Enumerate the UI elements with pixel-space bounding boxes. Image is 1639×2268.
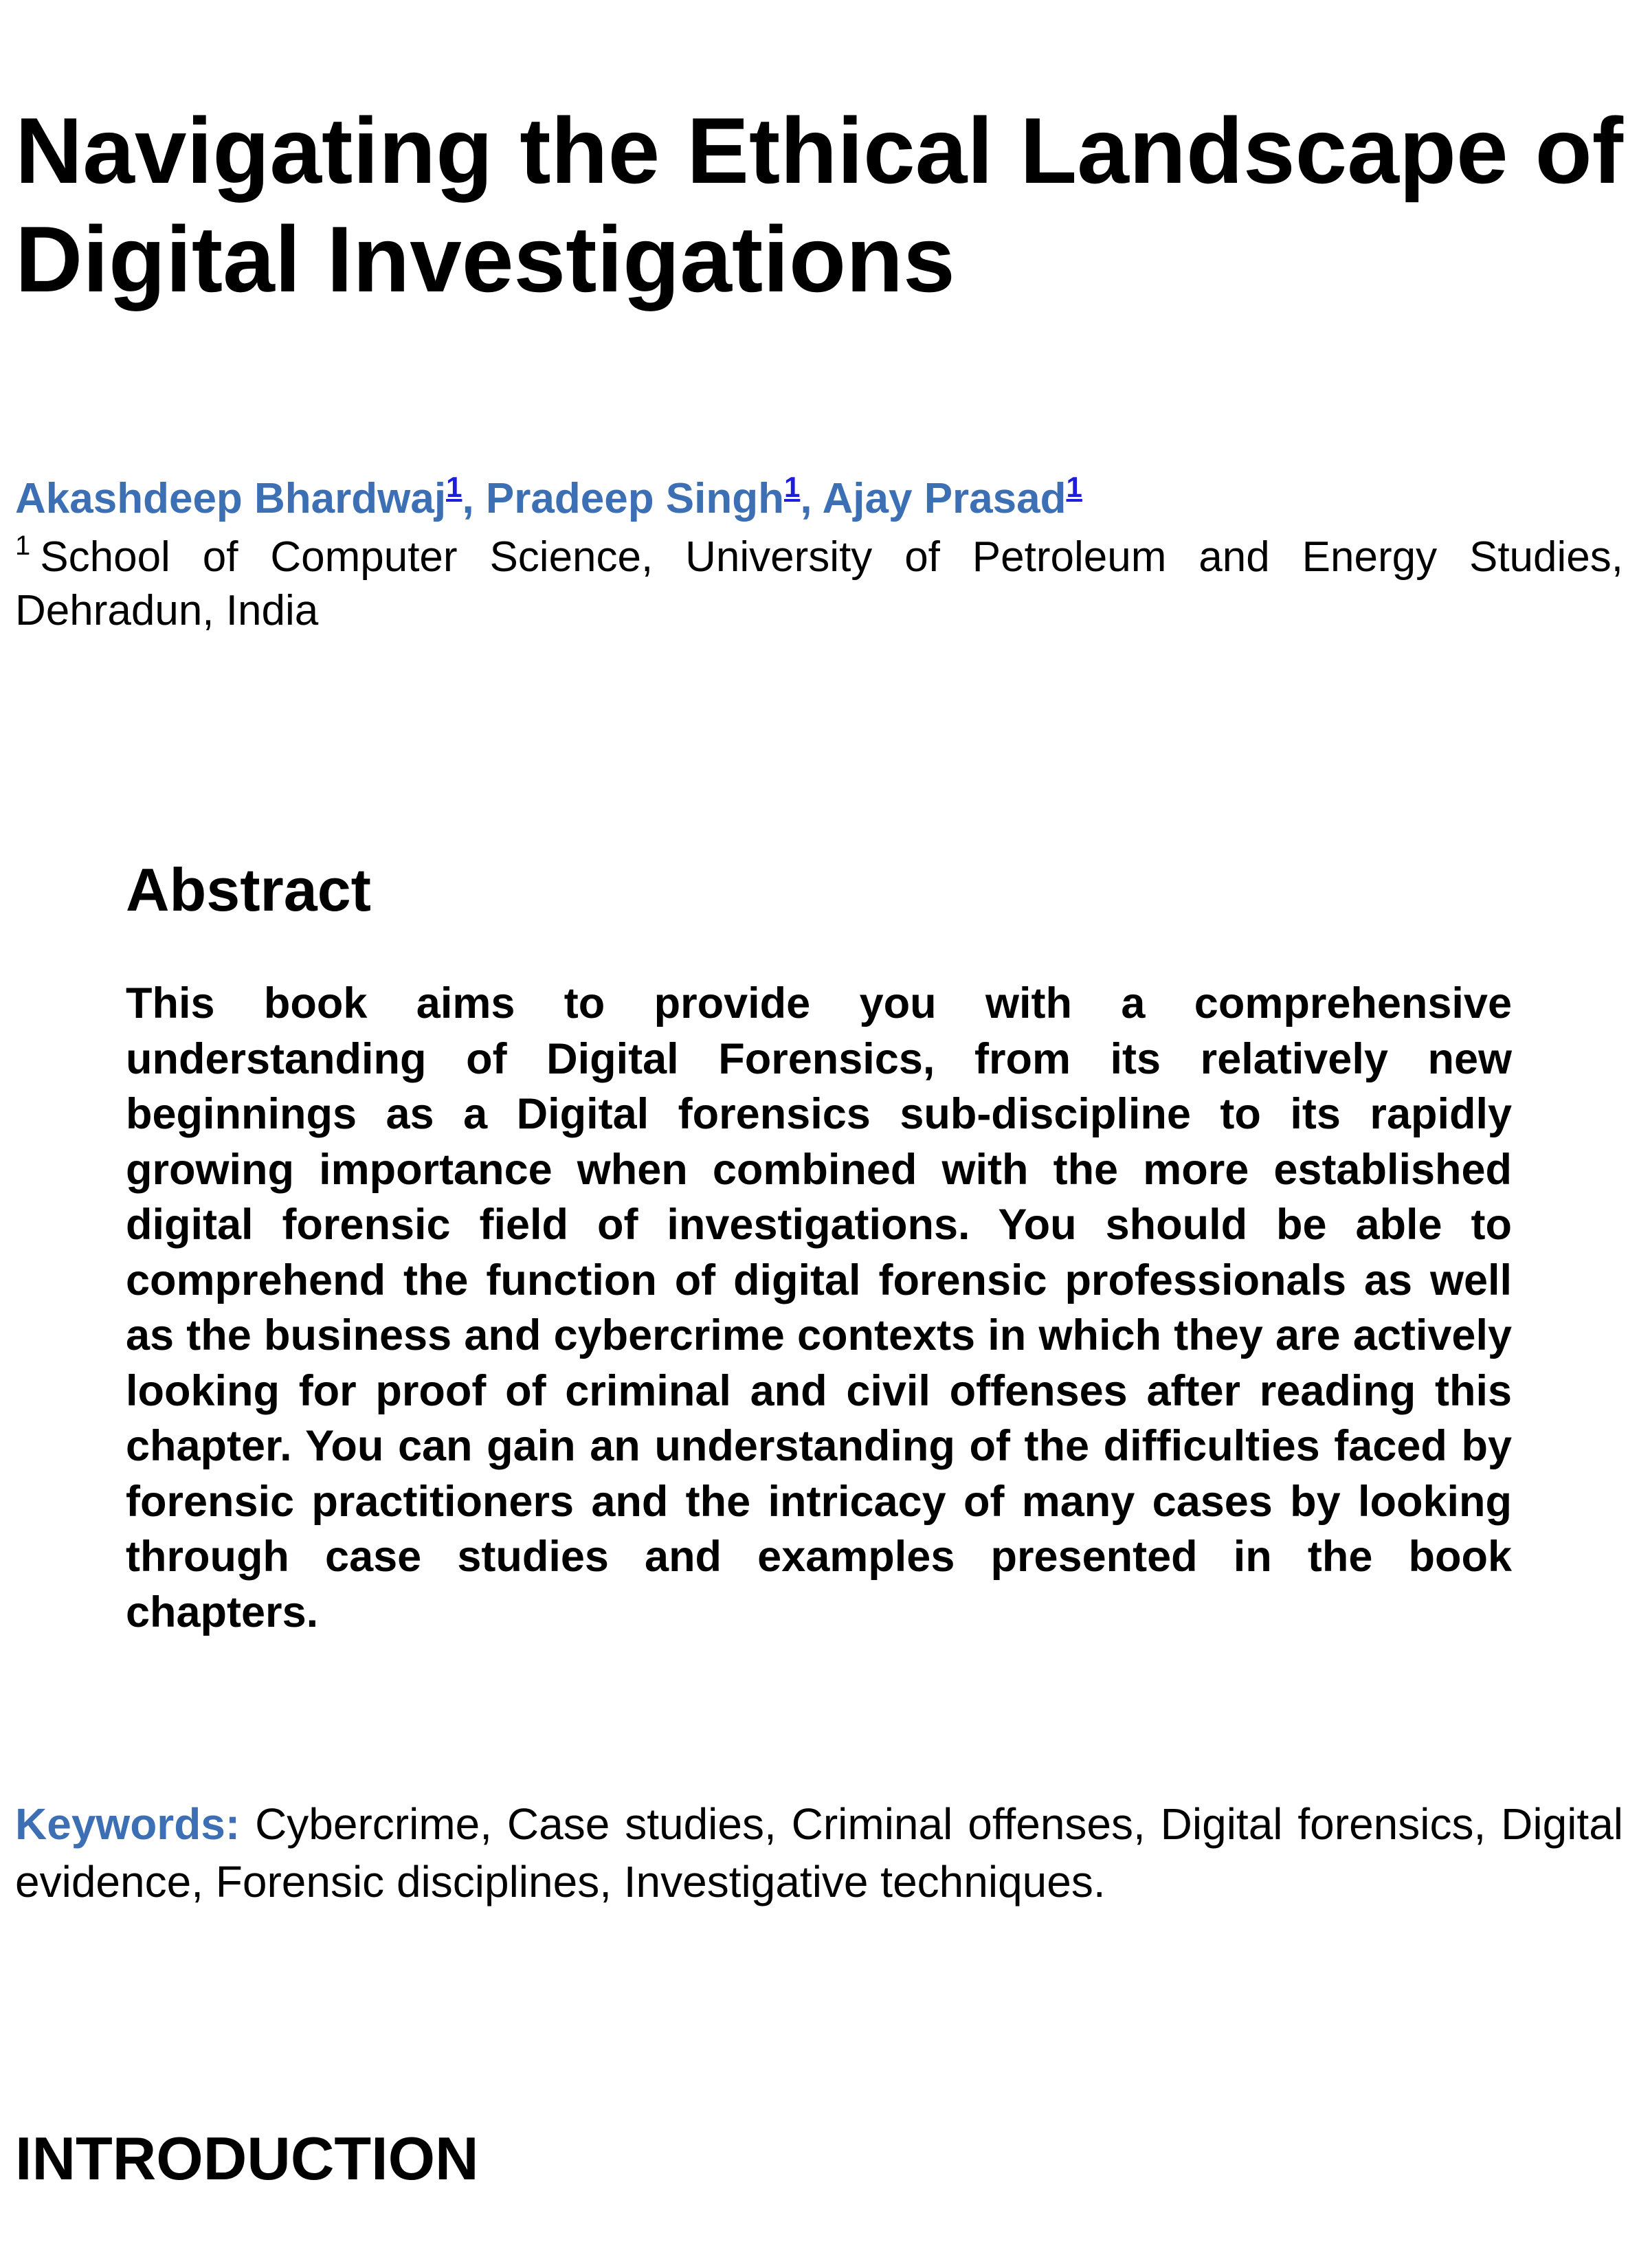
affiliation-ref-link[interactable]: 1 [784,470,801,503]
author-separator: , [800,475,823,522]
abstract-body: This book aims to provide you with a comprehensive understanding of Digital Forensics, from its relatively new beginnings as a Digital forensics sub-discipline to its rapidly growing importance when combined with the more established digital forensic field of investigations. You should be able to comprehend the function of digital forensic professionals as well as the business and cybercrime contexts in which they are actively looking for proof of criminal and civil offenses after reading this chapter. You can gain an understanding of the difficulties faced by forensic practitioners and the intricacy of many cases by looking through case studies and examples presented in the book chapters. [126,979,1512,1636]
affiliation [15,531,1623,638]
keywords-text: Cybercrime, Case studies, Criminal offenses, Digital forensics, Digital evidence, Forensic disciplines, Investigative techniques. [15,1799,1624,1906]
abstract-heading: Abstract [126,856,371,924]
author-name: Akashdeep Bhardwaj [15,475,447,522]
affiliation-ref[interactable] [446,471,462,503]
affiliation-text: School of Computer Science, University of Petroleum and Energy Studies, Dehradun, India [15,533,1623,634]
affiliation-ref[interactable] [784,471,800,503]
keywords [15,1795,1623,1911]
author-name: Pradeep Singh [485,475,784,522]
affiliation-marker: 1 [15,531,31,561]
keywords-label: Keywords: [15,1799,241,1849]
affiliation-ref[interactable] [1067,471,1082,503]
affiliation-ref-link[interactable]: 1 [446,470,462,503]
introduction-heading: INTRODUCTION [15,2124,479,2192]
author-list [15,471,1623,526]
author-name: Ajay Prasad [822,475,1067,522]
paper-title: Navigating the Ethical Landscape of Digital Investigations [15,98,1623,311]
affiliation-ref-link[interactable]: 1 [1066,470,1082,503]
author-separator: , [462,475,486,522]
